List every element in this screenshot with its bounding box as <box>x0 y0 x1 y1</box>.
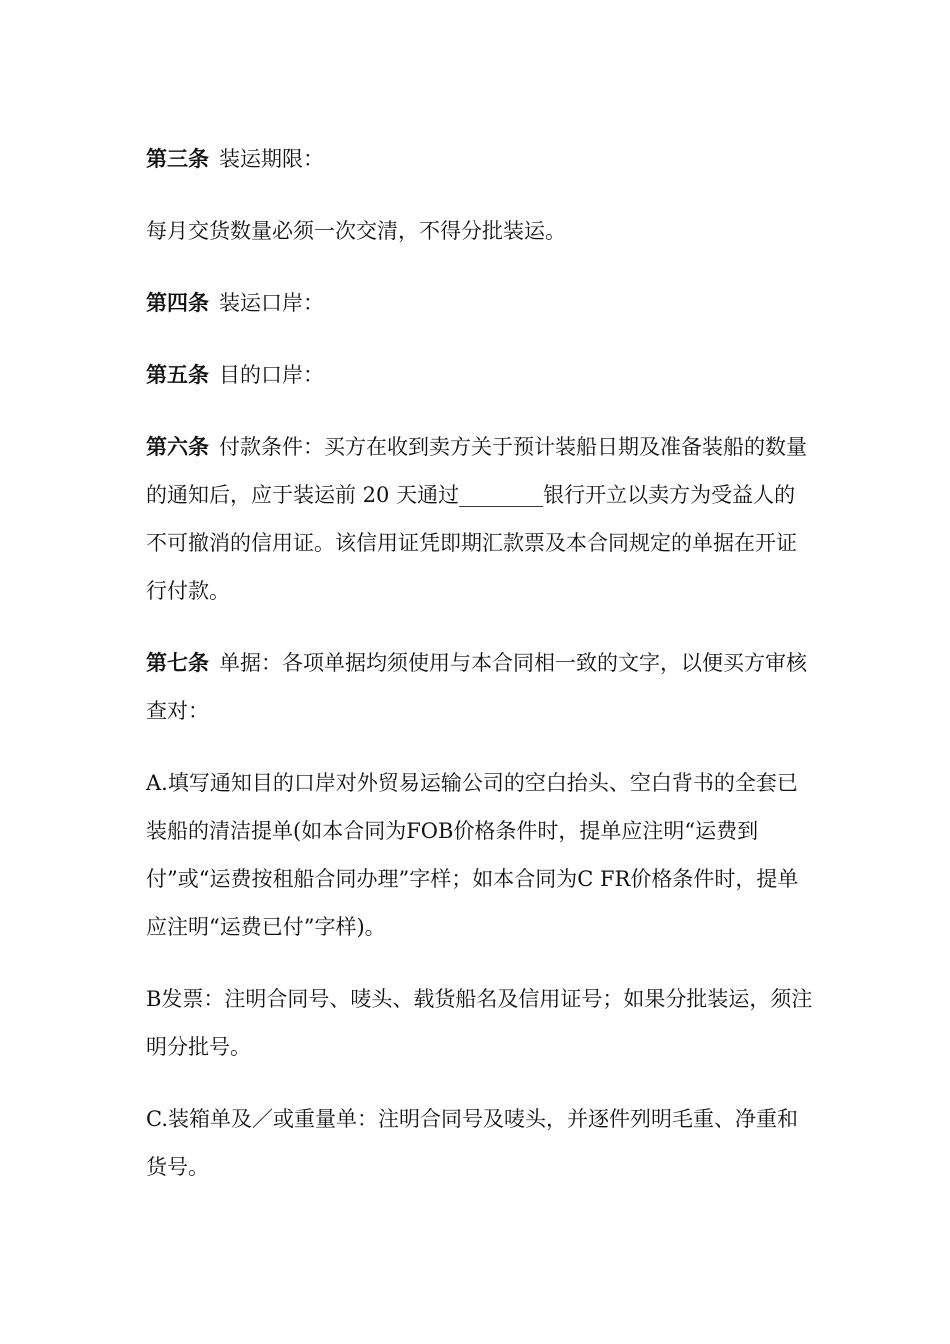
article-3-text: 装运期限： <box>219 147 324 171</box>
article-3-heading: 第三条 <box>146 146 209 171</box>
article-6 <box>146 423 816 615</box>
document-item-a <box>146 759 816 951</box>
document-item-c <box>146 1095 816 1191</box>
document-page <box>146 135 816 1191</box>
article-6-text: 付款条件：买方在收到卖方关于预计装船日期及准备装船的数量的通知后，应于装运前 20 天通过________银行开立以卖方为受益人的不可撤消的信用证。该信用证凭即期汇款票及本合同规定的单据在开证行付款。 <box>146 435 807 603</box>
article-3-body-text: 每月交货数量必须一次交清，不得分批装运。 <box>146 219 566 243</box>
article-5-heading: 第五条 <box>146 362 209 387</box>
article-7 <box>146 639 816 735</box>
article-7-heading: 第七条 <box>146 650 209 675</box>
document-item-c-text: C.装箱单及／或重量单：注明合同号及唛头，并逐件列明毛重、净重和货号。 <box>146 1107 798 1179</box>
document-item-b <box>146 975 816 1071</box>
article-4-heading: 第四条 <box>146 290 209 315</box>
document-item-b-text: B发票：注明合同号、唛头、载货船名及信用证号；如果分批装运，须注明分批号。 <box>146 987 813 1059</box>
article-5-text: 目的口岸： <box>219 363 324 387</box>
article-5 <box>146 351 816 399</box>
article-3-body <box>146 207 816 255</box>
article-4-text: 装运口岸： <box>219 291 324 315</box>
article-4 <box>146 279 816 327</box>
article-3 <box>146 135 816 183</box>
document-item-a-text: A.填写通知目的口岸对外贸易运输公司的空白抬头、空白背书的全套已装船的清洁提单(如本合同为FOB价格条件时，提单应注明“运费到付”或“运费按租船合同办理”字样；如本合同为C FR价格条件时，提单应注明“运费已付”字样)。 <box>146 771 799 939</box>
article-7-text: 单据：各项单据均须使用与本合同相一致的文字，以便买方审核查对： <box>146 651 807 723</box>
article-6-heading: 第六条 <box>146 434 209 459</box>
